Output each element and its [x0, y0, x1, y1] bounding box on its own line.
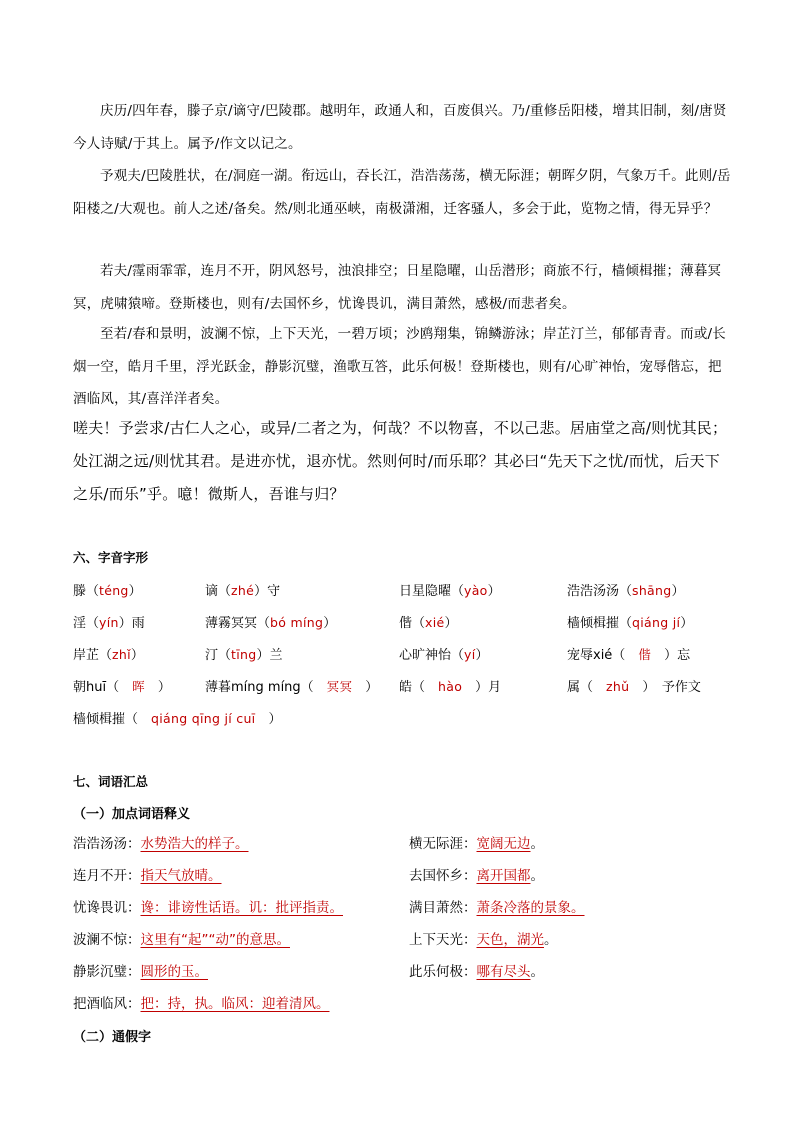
- item-answer: 冥冥: [326, 679, 353, 694]
- subsection-1-heading: （一）加点词语释义: [73, 807, 191, 822]
- item-tail: ）月: [462, 680, 502, 695]
- pronunciation-item: [399, 676, 501, 695]
- term: 忧谗畏讥：: [73, 900, 141, 916]
- pronunciation-item: [73, 580, 142, 599]
- passage-paragraph-5: 嗟夫！予尝求/古仁人之心，或异/二者之为，何哉？不以物喜，不以己悲。居庙堂之高/则忧其民；处江湖之远/则忧其君。是进亦忧，退亦忧。然则何时/而乐耶？其必曰“先天下之忧/而忧，后天下之乐/而乐”乎。噫！微斯人，吾谁与归？: [73, 419, 728, 503]
- term-answer: 哪有尽头: [476, 964, 531, 980]
- item-answer: téng: [99, 583, 129, 598]
- passage-paragraph-3: 若夫/霪雨霏霏，连月不开，阴风怒号，浊浪排空；日星隐曜，山岳潜形；商旅不行，樯倾楫摧；薄暮冥冥，虎啸猿啼。登斯楼也，则有/去国怀乡，忧谗畏讥，满目萧然，感极/而悲者矣。: [73, 263, 722, 312]
- term: 去国怀乡：: [409, 868, 477, 884]
- pronunciation-item: [73, 644, 144, 663]
- definition-left: [73, 864, 222, 884]
- definition-row: [73, 928, 733, 954]
- term-suffix: 。: [530, 868, 544, 884]
- definition-left: [73, 832, 249, 852]
- item-tail: ）守: [254, 584, 281, 599]
- item-tail: ）雨: [118, 616, 145, 631]
- item-answer: qiáng qīng jí cuī: [151, 711, 256, 726]
- term: 上下天光：: [409, 932, 477, 948]
- definition-right: [409, 864, 544, 884]
- pronunciation-row: [73, 580, 733, 606]
- term: 把酒临风：: [73, 996, 141, 1012]
- item-tail: ）: [671, 584, 685, 599]
- term-suffix: 。: [530, 836, 544, 852]
- item-answer: qiáng jí: [632, 615, 681, 630]
- item-tail: ）忘: [651, 648, 691, 663]
- pronunciation-item: [399, 580, 501, 599]
- term-answer: 水势浩大的样子。: [140, 836, 249, 852]
- pronunciation-item: [567, 676, 701, 695]
- item-answer: yào: [464, 583, 488, 598]
- term-answer: 谗：诽谤性话语。讥：批评指责。: [140, 900, 343, 916]
- item-tail: ）兰: [256, 648, 283, 663]
- item-tail: ）: [352, 680, 379, 695]
- definition-row: [73, 896, 733, 922]
- term-answer: 天色，湖光: [476, 932, 544, 948]
- item-word: 皓（: [399, 680, 439, 695]
- pronunciation-item: [567, 644, 690, 663]
- term-suffix: 。: [544, 932, 558, 948]
- item-tail: ）: [128, 584, 142, 599]
- item-answer: zhǐ: [112, 647, 131, 662]
- item-word: 汀（: [205, 648, 232, 663]
- definition-right: [409, 896, 585, 916]
- item-answer: xié: [425, 615, 445, 630]
- item-answer: zhé: [231, 583, 255, 598]
- item-answer: yín: [99, 615, 119, 630]
- subsection-2-heading: （二）通假字: [73, 1030, 152, 1045]
- item-tail: ）: [130, 648, 144, 663]
- term: 横无际涯：: [409, 836, 477, 852]
- pronunciation-item: [567, 612, 693, 631]
- item-word: 属（: [567, 680, 607, 695]
- definition-left: [73, 992, 330, 1012]
- term-answer: 宽阔无边: [476, 836, 531, 852]
- pronunciation-item: [73, 612, 145, 631]
- item-word: 心旷神怡（: [399, 648, 465, 663]
- item-answer: zhǔ: [606, 679, 630, 694]
- item-tail: ） 予作文: [629, 680, 701, 695]
- item-word: 朝huī（: [73, 680, 133, 695]
- term-answer: 指天气放晴。: [140, 868, 222, 884]
- item-tail: ）: [680, 616, 694, 631]
- definition-row: [73, 992, 733, 1018]
- item-word: 淫（: [73, 616, 100, 631]
- item-answer: shāng: [632, 583, 672, 598]
- item-tail: ）: [323, 616, 337, 631]
- item-word: 谪（: [205, 584, 232, 599]
- item-answer: hào: [438, 679, 463, 694]
- definition-row: [73, 960, 733, 986]
- passage-paragraph-2: 予观夫/巴陵胜状，在/洞庭一湖。衔远山，吞长江，浩浩荡荡，横无际涯；朝晖夕阴，气象万千。此则/岳阳楼之/大观也。前人之述/备矣。然/则北通巫峡，南极潇湘，迁客骚人，多会于此，览物之情，得无异乎？: [73, 168, 731, 217]
- item-word: 樯倾楫摧（: [73, 712, 152, 727]
- term: 连月不开：: [73, 868, 141, 884]
- item-word: 宠辱xié（: [567, 648, 639, 663]
- item-answer: bó míng: [270, 615, 324, 630]
- term-suffix: 。: [530, 964, 544, 980]
- item-tail: ）: [144, 680, 171, 695]
- term: 浩浩汤汤：: [73, 836, 141, 852]
- definition-row: [73, 864, 733, 890]
- passage-paragraph-1: 庆历/四年春，滕子京/谪守/巴陵郡。越明年，政通人和，百废俱兴。乃/重修岳阳楼，增其旧制，刻/唐贤今人诗赋/于其上。属予/作文以记之。: [73, 103, 727, 152]
- item-tail: ）: [255, 712, 282, 727]
- item-tail: ）: [487, 584, 501, 599]
- pronunciation-item: [205, 612, 336, 631]
- pronunciation-item: [73, 676, 171, 695]
- item-tail: ）: [444, 616, 458, 631]
- pronunciation-item: [205, 676, 378, 695]
- definition-right: [409, 960, 544, 980]
- definition-row: [73, 832, 733, 858]
- pronunciation-row: [73, 644, 733, 670]
- term-answer: 萧条冷落的景象。: [476, 900, 585, 916]
- item-answer: 晖: [132, 679, 145, 694]
- pronunciation-item: [399, 644, 489, 663]
- definition-right: [409, 928, 558, 948]
- pronunciation-item: [399, 612, 458, 631]
- pronunciation-item: [205, 644, 282, 663]
- pronunciation-item: [567, 580, 684, 599]
- pronunciation-row: [73, 708, 733, 734]
- pronunciation-item: [205, 580, 280, 599]
- term-answer: 把：持，执。临风：迎着清风。: [140, 996, 330, 1012]
- item-word: 滕（: [73, 584, 100, 599]
- item-answer: 偕: [638, 647, 652, 662]
- item-word: 薄霧冥冥（: [205, 616, 271, 631]
- pronunciation-item: [73, 708, 281, 727]
- section-6-heading: 六、字音字形: [73, 550, 149, 565]
- term-answer: 离开国都: [476, 868, 531, 884]
- pronunciation-row: [73, 612, 733, 638]
- item-word: 薄暮míng míng（: [205, 680, 327, 695]
- item-tail: ）: [475, 648, 489, 663]
- definition-right: [409, 832, 544, 852]
- term: 满目萧然：: [409, 900, 477, 916]
- pronunciation-row: [73, 676, 733, 702]
- item-word: 浩浩汤汤（: [567, 584, 633, 599]
- item-answer: yí: [464, 647, 476, 662]
- definition-left: [73, 960, 208, 980]
- item-answer: tīng: [231, 647, 257, 662]
- term: 此乐何极：: [409, 964, 477, 980]
- term: 波澜不惊：: [73, 932, 141, 948]
- item-word: 偕（: [399, 616, 426, 631]
- term-answer: 这里有“起”“动”的意思。: [140, 932, 290, 948]
- item-word: 樯倾楫摧（: [567, 616, 633, 631]
- section-7-heading: 七、词语汇总: [73, 774, 149, 789]
- item-word: 岸芷（: [73, 648, 113, 663]
- passage-paragraph-4: 至若/春和景明，波澜不惊，上下天光，一碧万顷；沙鸥翔集，锦鳞游泳；岸芷汀兰，郁郁青青。而或/长烟一空，皓月千里，浮光跃金，静影沉璧，渔歌互答，此乐何极！登斯楼也，则有/心旷神怡，宠辱偕忘，把酒临风，其/喜洋洋者矣。: [73, 326, 726, 407]
- definition-left: [73, 928, 290, 948]
- term-answer: 圆形的玉。: [140, 964, 208, 980]
- definition-left: [73, 896, 343, 916]
- term: 静影沉璧：: [73, 964, 141, 980]
- item-word: 日星隐曜（: [399, 584, 465, 599]
